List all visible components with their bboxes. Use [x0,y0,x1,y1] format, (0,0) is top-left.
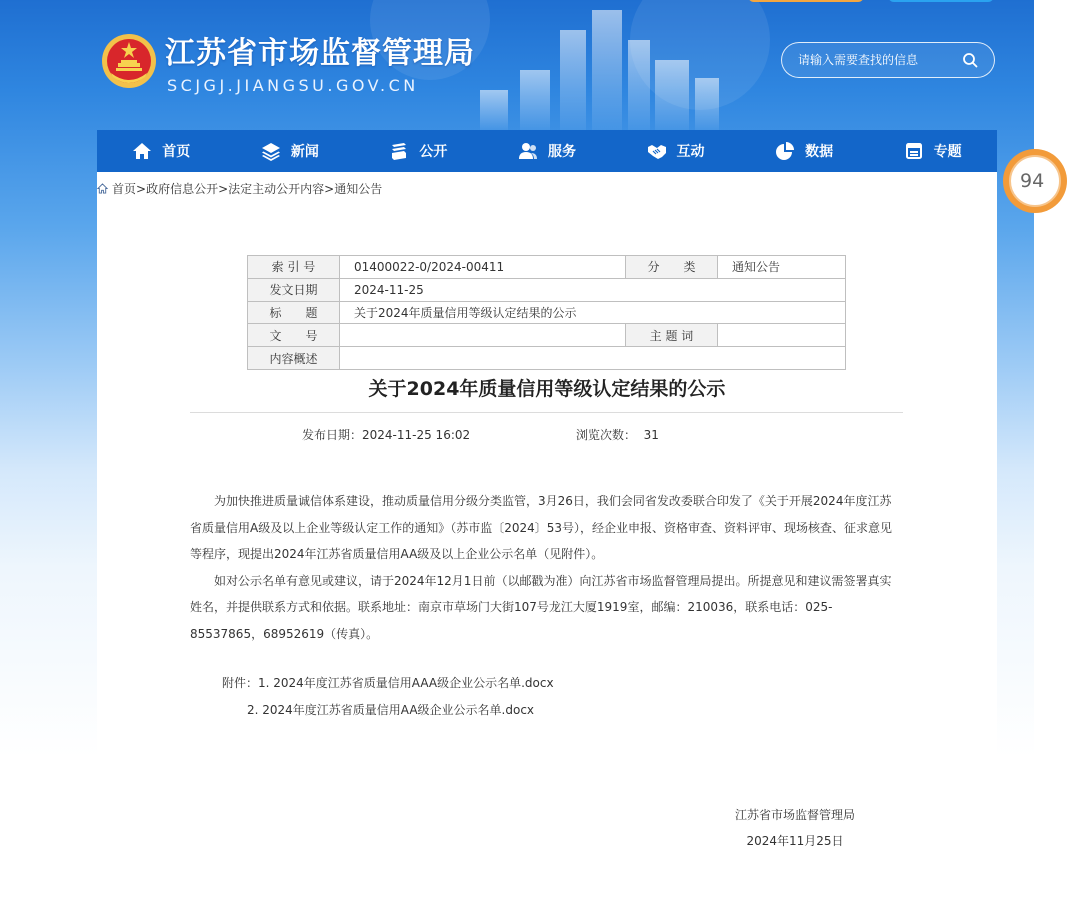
national-emblem-icon [101,33,157,89]
signature-org: 江苏省市场监督管理局 [735,808,856,822]
layers-icon [261,141,281,161]
nav-item-interact[interactable] [611,130,740,172]
nav-item-label: 服务 [547,144,576,160]
nav-item-label: 公开 [419,144,448,160]
article-paragraph: 为加快推进质量诚信体系建设，推动质量信用分级分类监管，3月26日，我们会同省发改委联合印发了《关于开展2024年度江苏省质量信用A级及以上企业等级认定工作的通知》（苏市监〔2024〕53号），经企业申报、资格审查、资料评审、现场核查、征求意见等程序，现提出2024年江苏省质量信用AA级及以上企业公示名单（见附件）。 [190,494,893,561]
stack-icon [389,141,409,161]
meta-value-date: 2024-11-25 [340,278,846,301]
meta-label-date: 发文日期 [248,278,340,301]
search-box[interactable] [781,42,995,78]
breadcrumb-gov-info[interactable]: 政府信息公开 [146,182,219,196]
nav-item-service[interactable] [483,130,612,172]
search-icon[interactable] [962,52,978,68]
meta-label-docno: 文 号 [248,324,340,347]
signature-date: 2024年11月25日 [746,834,844,848]
article-title: 关于2024年质量信用等级认定结果的公示 [368,378,726,400]
meta-label-topic: 主 题 词 [626,324,718,347]
meta-value-title: 关于2024年质量信用等级认定结果的公示 [340,301,846,324]
article-paragraph: 如对公示名单有意见或建议，请于2024年12月1日前（以邮戳为准）向江苏省市场监督管理局提出。所提意见和建议需签署真实姓名，并提供联系方式和依据。联系地址：南京市草场门大街107号龙江大厦1919室，邮编：210036，联系电话：025-85537865，68952619（传真）。 [190,573,892,641]
floating-counter-badge[interactable] [1003,149,1067,213]
nav-item-open[interactable] [354,130,483,172]
document-meta-table [247,255,846,370]
view-count: 浏览次数： 31 [576,428,659,442]
meta-value-summary [340,347,846,370]
breadcrumb-statutory[interactable]: 法定主动公开内容 [228,182,325,196]
article-body [190,488,902,647]
attachment-list [222,670,554,723]
meta-label-category: 分 类 [626,256,718,279]
pie-chart-icon [775,141,795,161]
signature-block [735,802,855,854]
content-panel [97,172,997,757]
nav-item-home[interactable] [97,130,226,172]
nav-item-label: 首页 [162,144,191,160]
handshake-icon [647,141,667,161]
nav-item-label: 互动 [676,144,705,160]
nav-item-topic[interactable] [868,130,997,172]
attachment-link-aaa[interactable]: 附件：1. 2024年度江苏省质量信用AAA级企业公示名单.docx [222,676,554,690]
attachment-link-aa[interactable]: 2. 2024年度江苏省质量信用AA级企业公示名单.docx [247,702,535,717]
top-link-pill[interactable] [888,0,994,2]
badge-count: 94 [1009,155,1061,207]
meta-label-title: 标 题 [248,301,340,324]
top-link-pill[interactable] [748,0,864,2]
breadcrumb-separator: > [324,181,335,196]
breadcrumb-separator: > [218,181,229,196]
breadcrumb [97,180,382,197]
home-icon [132,141,152,161]
nav-item-data[interactable] [740,130,869,172]
meta-label-summary: 内容概述 [248,347,340,370]
meta-label-index: 索 引 号 [248,256,340,279]
window-icon [904,141,924,161]
meta-value-index: 01400022-0/2024-00411 [340,256,626,279]
meta-value-topic [718,324,846,347]
users-icon [518,141,538,161]
meta-value-docno [340,324,626,347]
breadcrumb-separator: > [136,181,147,196]
main-nav [97,130,997,172]
breadcrumb-home[interactable]: 首页 [112,182,137,196]
nav-item-label: 数据 [805,144,834,160]
nav-item-news[interactable] [226,130,355,172]
search-input[interactable] [798,51,948,69]
nav-item-label: 新闻 [290,144,319,160]
breadcrumb-notice[interactable]: 通知公告 [334,182,383,196]
site-title: 江苏省市场监督管理局 [165,36,475,71]
home-icon [97,183,108,194]
publish-date: 发布日期：2024-11-25 16:02 [302,428,471,442]
site-domain: SCJGJ.JIANGSU.GOV.CN [167,76,419,95]
title-divider [190,412,903,413]
meta-value-category: 通知公告 [718,256,846,279]
nav-item-label: 专题 [933,144,962,160]
